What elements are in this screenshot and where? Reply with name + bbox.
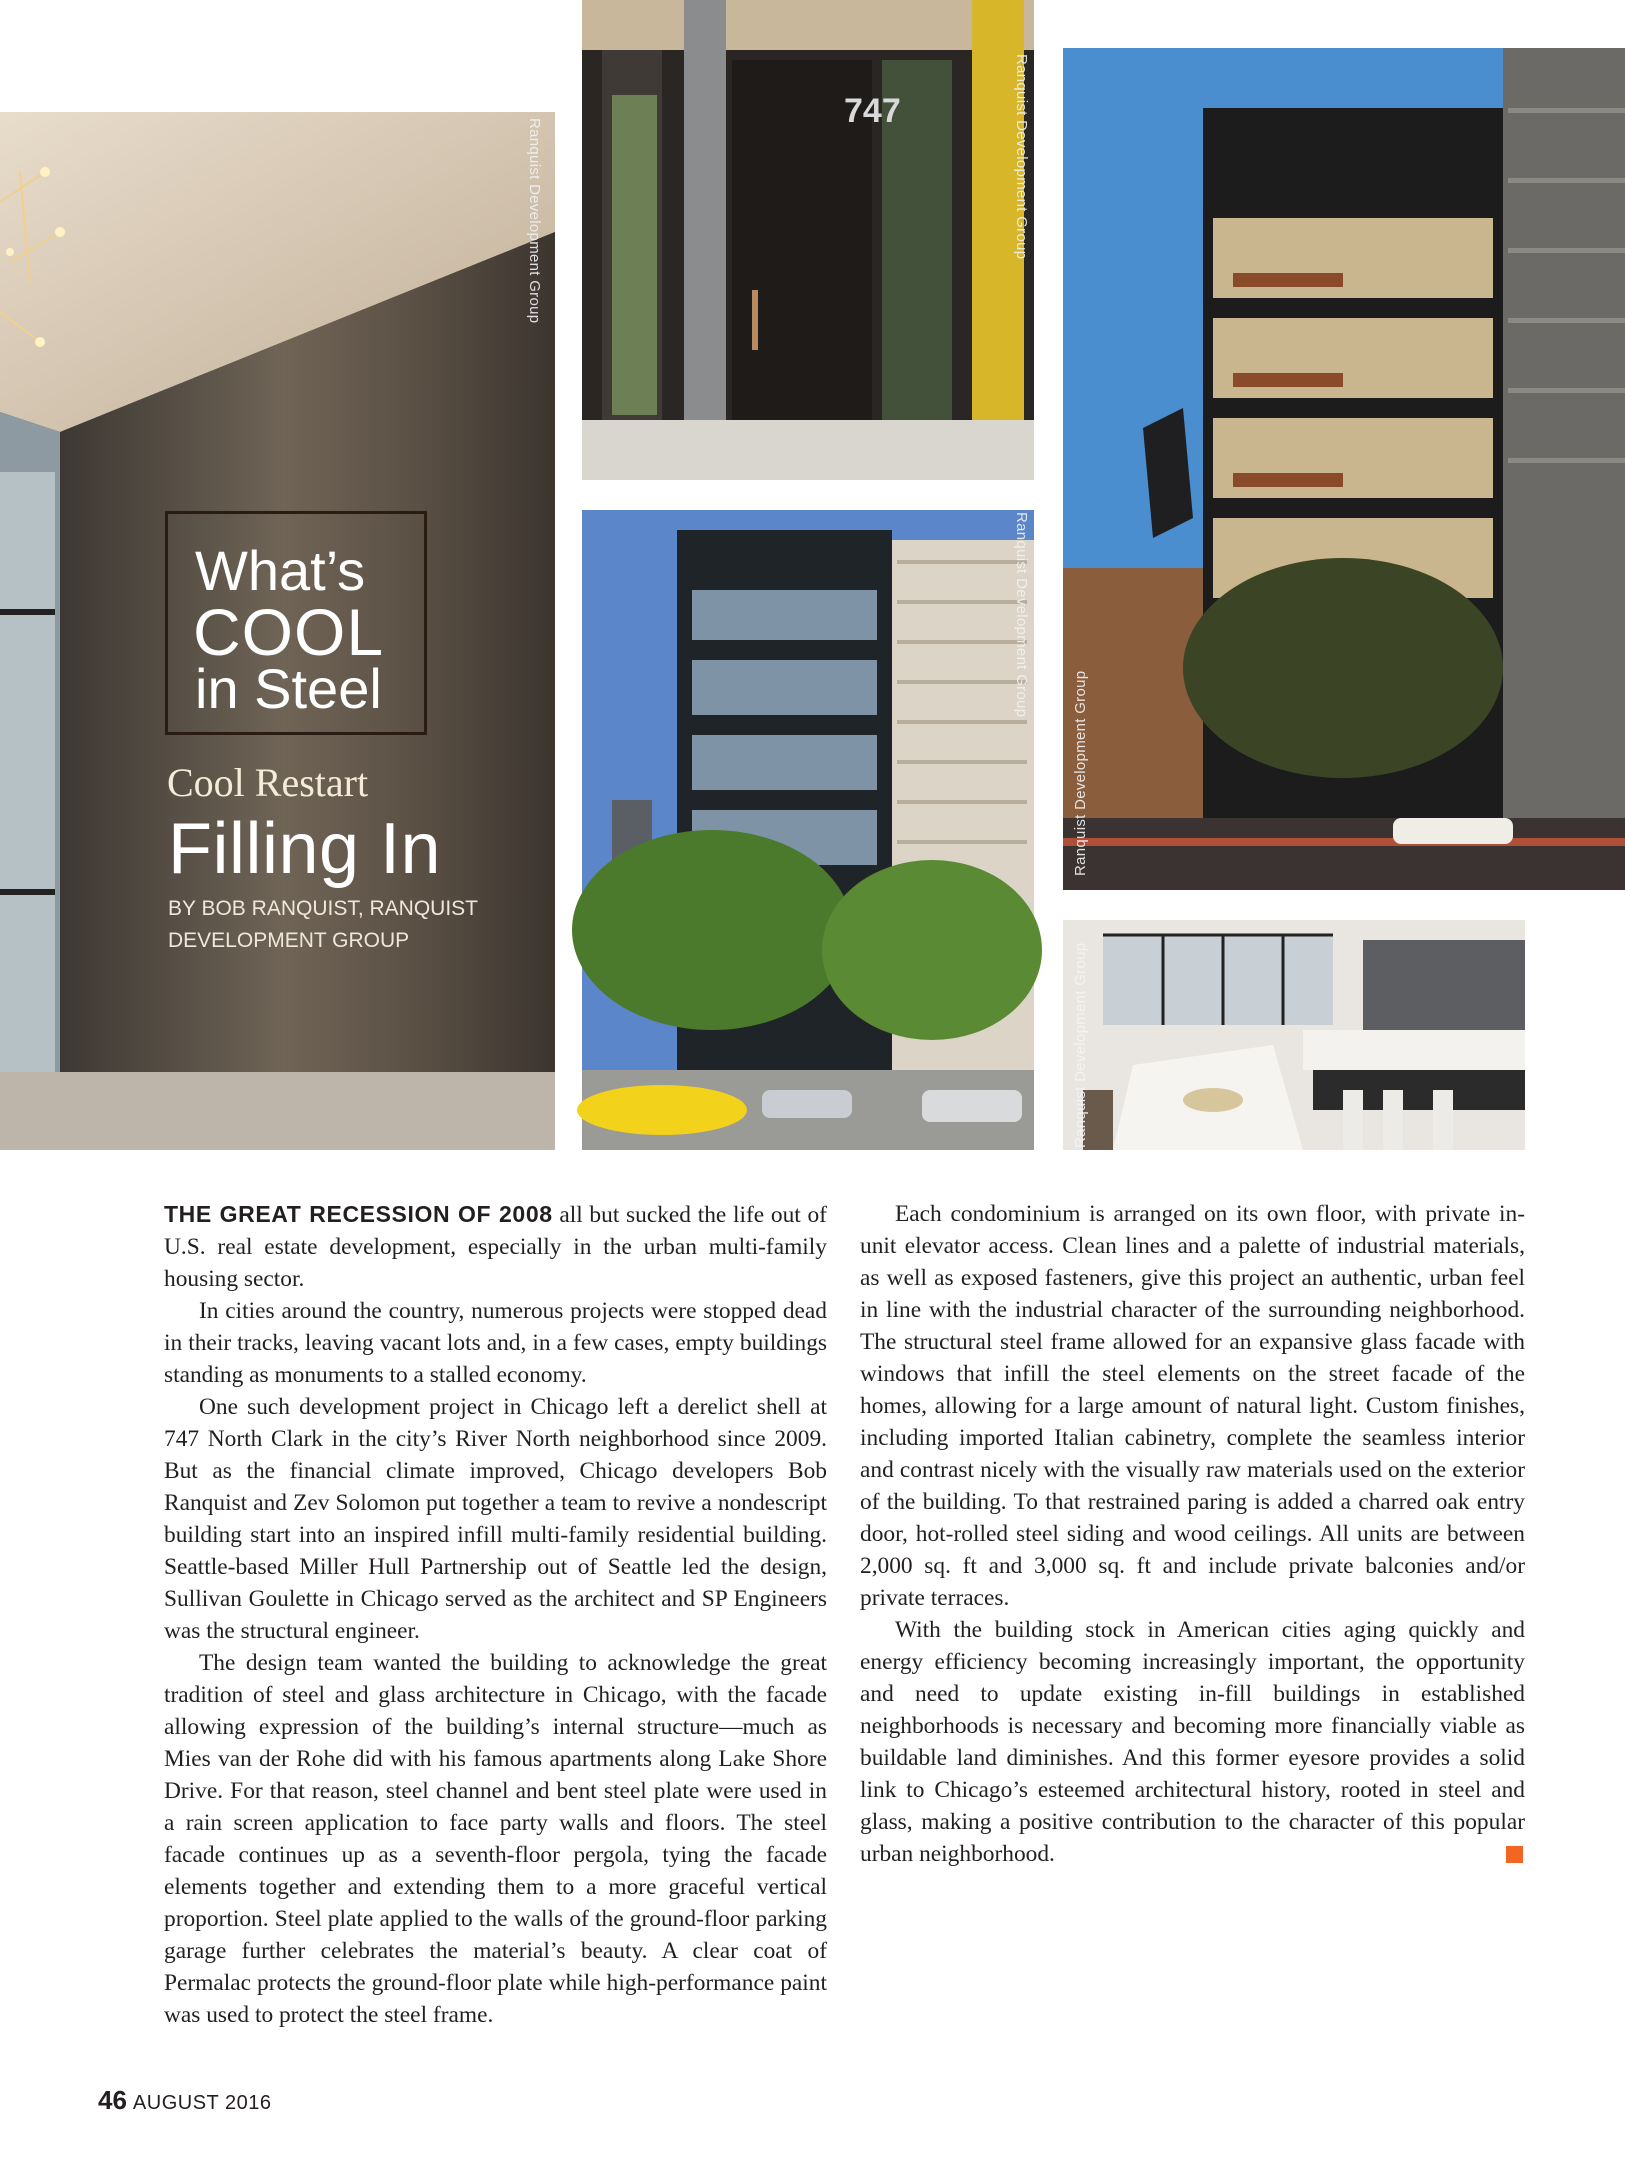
byline: BY BOB RANQUIST, RANQUIST DEVELOPMENT GROUP	[168, 897, 478, 952]
article-column-left	[164, 1198, 827, 2028]
article-paragraph: One such development project in Chicago left a derelict shell at 747 North Clark in the city’s River North neighborhood since 2009. But as the financial climate improved, Chicago developers Bob Ranquist and Zev Solomon put together a team to revive a nondescript building start into an inspired infill multi-family residential building. Seattle-based Miller Hull Partnership out of Seattle led the design, Sullivan Goulette in Chicago served as the architect and SP Engineers was the structural engineer.	[164, 1394, 827, 1644]
article-paragraph: Each condominium is arranged on its own floor, with private in-unit elevator access. Clean lines and a palette of industrial materials, as well as exposed fasteners, give this project an authentic, urban feel in line with the industrial character of the surrounding neighborhood. The structural steel frame allowed for an expansive glass facade with windows that infill the steel elements on the street facade of the homes, allowing for a large amount of natural light. Custom finishes, including imported Italian cabinetry, complete the seamless interior and contrast nicely with the visually raw materials used on the exterior of the building. To that restrained paring is added a charred oak entry door, hot-rolled steel siding and wood ceilings. All units are between 2,000 sq. ft and 3,000 sq. ft and include private balconies and/or private terraces.	[860, 1201, 1525, 1611]
article-paragraph: The design team wanted the building to acknowledge the great tradition of steel and glass architecture in Chicago, with the facade allowing expression of the building’s internal structure—much as Mies van der Rohe did with his famous apartments along Lake Shore Drive. For that reason, steel channel and bent steel plate were used in a rain screen application to face party walls and floors. The steel facade continues up as a seventh-floor pergola, tying the facade elements together and extending them to a more graceful vertical proportion. Steel plate applied to the walls of the ground-floor parking garage further celebrates the material’s beauty. A clear coat of Permalac protects the ground-floor plate while high-performance paint was used to protect the steel frame.	[164, 1650, 827, 2028]
title-line-1: What’s	[195, 539, 366, 602]
article-paragraph: With the building stock in American cities aging quickly and energy efficiency becoming increasingly important, the opportunity and need to update existing in-fill buildings in established neighborhoods is necessary and becoming more financially viable as buildable land diminishes. And this former eyesore provides a solid link to Chicago’s esteemed architectural history, rooted in steel and glass, making a positive contribution to the character of this popular urban neighborhood.	[860, 1617, 1525, 1867]
entry-door-photo	[582, 0, 1034, 480]
kicker: Cool Restart	[167, 760, 369, 805]
title-box	[165, 511, 427, 735]
title-line-2: COOL	[193, 595, 385, 669]
page-number: 46	[98, 2085, 127, 2115]
page-folio	[98, 2085, 271, 2116]
headline: Filling In	[168, 809, 442, 889]
photo-credit: Ranquist Development Group	[1072, 670, 1089, 876]
title-line-3: in Steel	[195, 657, 382, 720]
photo-credit: Ranquist Development Group	[1013, 512, 1030, 718]
building-day-photo	[582, 510, 1034, 1150]
photo-credit: Ranquist Development Group	[1072, 942, 1089, 1148]
lead-in: THE GREAT RECESSION OF 2008	[164, 1201, 553, 1227]
photo-credit: Ranquist Development Group	[526, 118, 543, 324]
article-column-right	[860, 1198, 1525, 1870]
end-mark-icon	[1506, 1846, 1523, 1863]
kitchen-photo	[1063, 920, 1525, 1150]
article-paragraph: THE GREAT RECESSION OF 2008 all but sucked the life out of U.S. real estate development, especially in the urban multi-family housing sector.	[164, 1201, 827, 1292]
photo-credit: Ranquist Development Group	[1013, 54, 1030, 260]
issue-date: AUGUST 2016	[132, 2092, 272, 2114]
address-number: 747	[844, 92, 901, 130]
building-dusk-photo	[1063, 48, 1625, 890]
article-paragraph: In cities around the country, numerous projects were stopped dead in their tracks, leaving vacant lots and, in a few cases, empty buildings standing as monuments to a stalled economy.	[164, 1298, 827, 1388]
